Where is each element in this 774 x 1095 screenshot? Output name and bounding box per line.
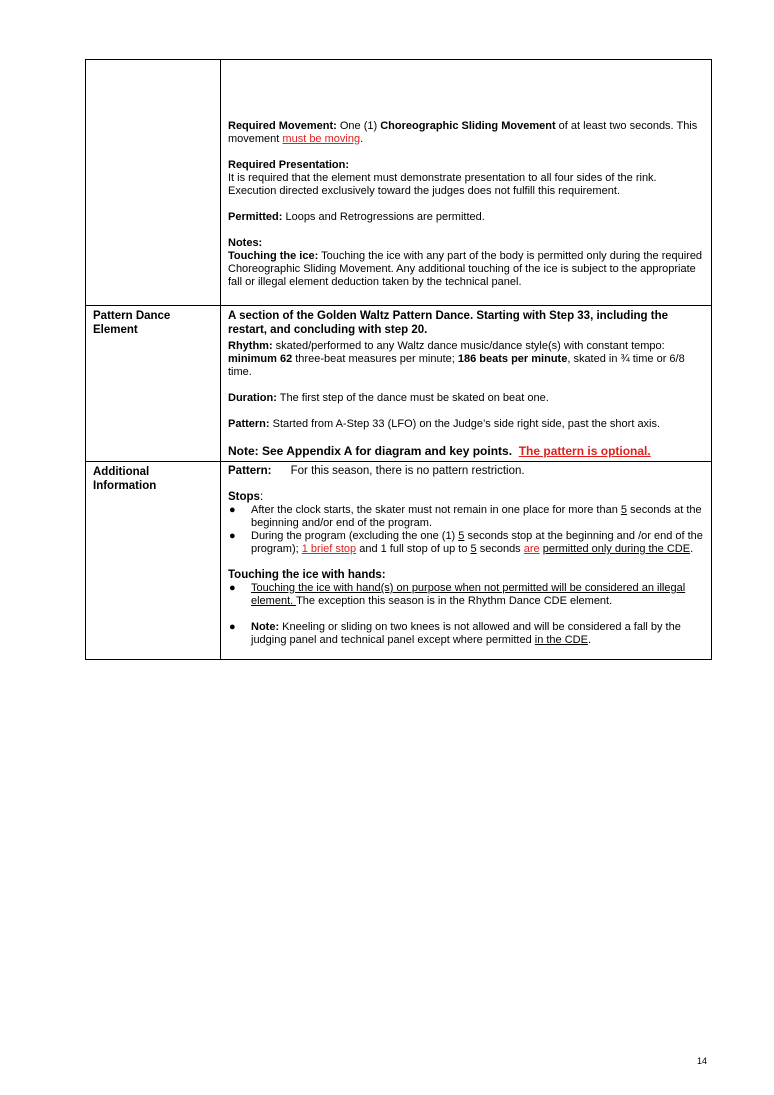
rhythm: Rhythm: skated/performed to any Waltz dance music/dance style(s) with constant tempo: minimum 62 three-beat measures per minute; 186 beats per minute, skated in ¾ time or 6/8 time. <box>228 340 685 378</box>
list-item: ● During the program (excluding the one (1) 5 seconds stop at the beginning and /or end of the program); 1 brief stop and 1 full stop of up to 5 seconds are permitted only during the CDE. <box>229 530 703 555</box>
required-presentation-text: It is required that the element must demonstrate presentation to all four sides of the rink. Execution directed exclusively toward the judges does not fulfill this requirement. <box>228 172 657 197</box>
required-presentation-heading: Required Presentation: <box>228 159 350 171</box>
row-label: Additional Information <box>86 462 221 660</box>
pattern: Pattern: Started from A-Step 33 (LFO) on the Judge’s side right side, past the short axis. <box>228 418 661 430</box>
touching-ice-note: Touching the ice: Touching the ice with any part of the body is permitted only during the required Choreographic Sliding Movement. Any additional touching of the ice is subject to the appropriate fall or illegal element deduction taken by the technical panel. <box>228 250 703 288</box>
duration: Duration: The first step of the dance must be skated on beat one. <box>228 392 549 404</box>
row-label: Pattern Dance Element <box>86 306 221 462</box>
bullet-icon: ● <box>229 582 236 594</box>
row-content <box>221 306 712 462</box>
appendix-note: Note: See Appendix A for diagram and key points. The pattern is optional. <box>228 444 651 458</box>
row-content <box>221 60 712 306</box>
stops-list <box>228 504 705 556</box>
table-row <box>86 462 712 660</box>
page-number: 14 <box>697 1056 708 1066</box>
touching-hands-heading: Touching the ice with hands: <box>228 569 386 581</box>
bullet-icon: ● <box>229 621 236 633</box>
required-movement: Required Movement: One (1) Choreographic Sliding Movement of at least two seconds. This movement must be moving. <box>228 120 698 145</box>
bullet-icon: ● <box>229 530 236 542</box>
table-row <box>86 306 712 462</box>
notes-heading: Notes: <box>228 237 263 249</box>
stops-heading: Stops: <box>228 491 264 503</box>
rules-table <box>85 59 712 660</box>
pattern-optional-link: The pattern is optional. <box>518 444 651 458</box>
bullet-icon: ● <box>229 504 236 516</box>
pattern-restriction: Pattern: For this season, there is no pattern restriction. <box>228 465 525 477</box>
row-content <box>221 462 712 660</box>
touching-list <box>228 582 705 647</box>
list-item: ● After the clock starts, the skater must not remain in one place for more than 5 seconds at the beginning and/or end of the program. <box>229 504 702 529</box>
row-label <box>86 60 221 306</box>
list-item: ● Note: Kneeling or sliding on two knees is not allowed and will be considered a fall by the judging panel and technical panel except where permitted in the CDE. <box>229 621 681 646</box>
table-row <box>86 60 712 306</box>
permitted: Permitted: Loops and Retrogressions are permitted. <box>228 211 485 223</box>
pattern-dance-title: A section of the Golden Waltz Pattern Dance. Starting with Step 33, including the restart, and concluding with step 20. <box>228 310 669 336</box>
list-item: ● Touching the ice with hand(s) on purpose when not permitted will be considered an illegal element. The exception this season is in the Rhythm Dance CDE element. <box>229 582 686 607</box>
